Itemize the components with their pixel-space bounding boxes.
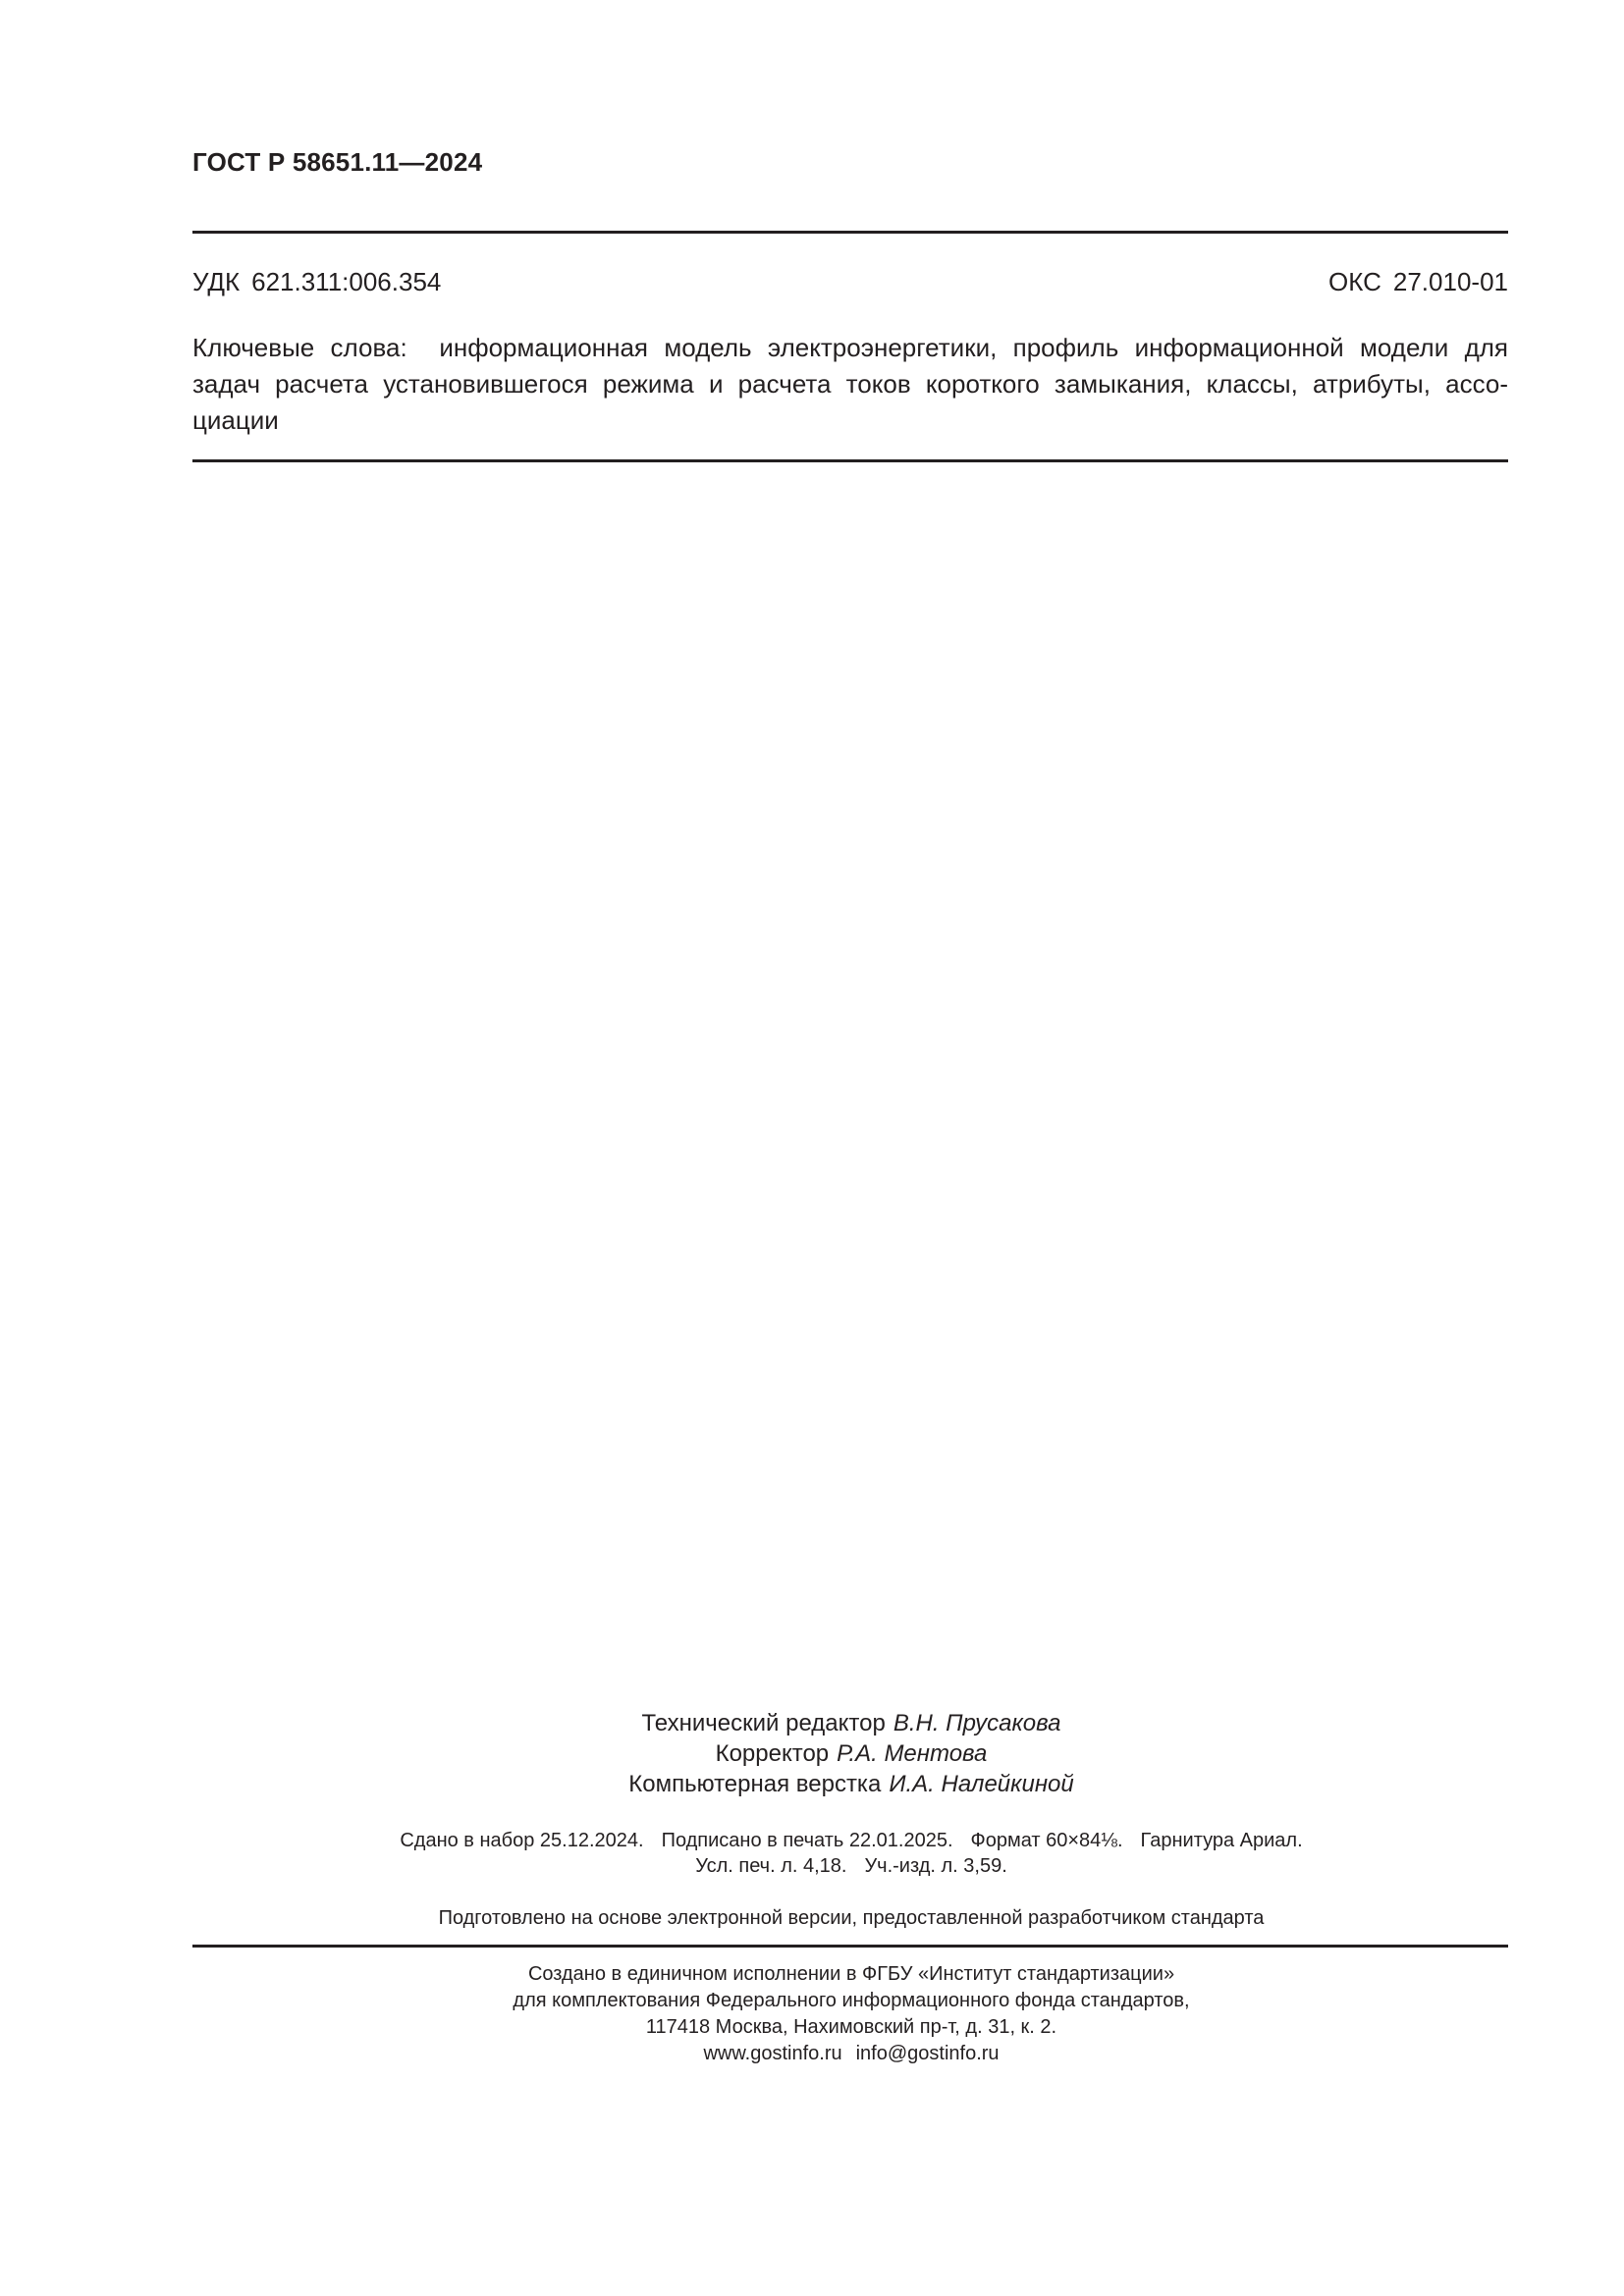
publisher-contacts [0,2041,1624,2067]
oks-classification [1328,267,1508,297]
divider-middle [192,459,1508,462]
udk-value: 621.311:006.354 [251,267,442,296]
udk-label: УДК [192,267,241,296]
keywords-line-1: Ключевые слова: информационная модель электроэнергетики, профиль информационной модели для [192,333,1509,362]
publisher-line-1: Создано в единичном исполнении в ФГБУ «Институт стандартизации» [527,1963,1175,1985]
publisher-website: www.gostinfo.ru [703,2043,842,2064]
standard-code: ГОСТ Р 58651.11—2024 [192,147,483,177]
prepared-note: Подготовлено на основе электронной версии, предоставленной разработчиком стандарта [438,1907,1265,1929]
publisher-address: 117418 Москва, Нахимовский пр-т, д. 31, к. 2. [645,2016,1057,2038]
oks-label: ОКС [1328,267,1381,296]
keywords-block [192,330,1508,439]
editorial-credits [0,1708,1624,1799]
credit-technical-editor: Технический редактор В.Н. Прусакова [641,1710,1061,1736]
print-imprint [0,1828,1624,1879]
publisher-info [0,1961,1624,2067]
keywords-line-2: задач расчета установившегося режима и расчета токов короткого замыкания, классы, атрибуты, ассо- [192,369,1508,399]
divider-bottom [192,1945,1508,1948]
imprint-line-2: Усл. печ. л. 4,18. Уч.-изд. л. 3,59. [695,1855,1007,1877]
imprint-line-1: Сдано в набор 25.12.2024. Подписано в печать 22.01.2025. Формат 60×84⅛. Гарнитура Ариал. [400,1830,1303,1851]
credit-layout: Компьютерная верстка И.А. Налейкиной [628,1771,1074,1797]
udk-classification [192,267,441,297]
oks-value: 27.010-01 [1392,267,1508,296]
publisher-line-2: для комплектования Федерального информационного фонда стандартов, [513,1990,1190,2011]
divider-top [192,231,1508,234]
credit-proofreader: Корректор Р.А. Ментова [715,1740,988,1767]
publisher-email: info@gostinfo.ru [855,2043,1000,2064]
keywords-label: Ключевые слова: [192,333,407,362]
keywords-line-3: циации [192,405,279,435]
